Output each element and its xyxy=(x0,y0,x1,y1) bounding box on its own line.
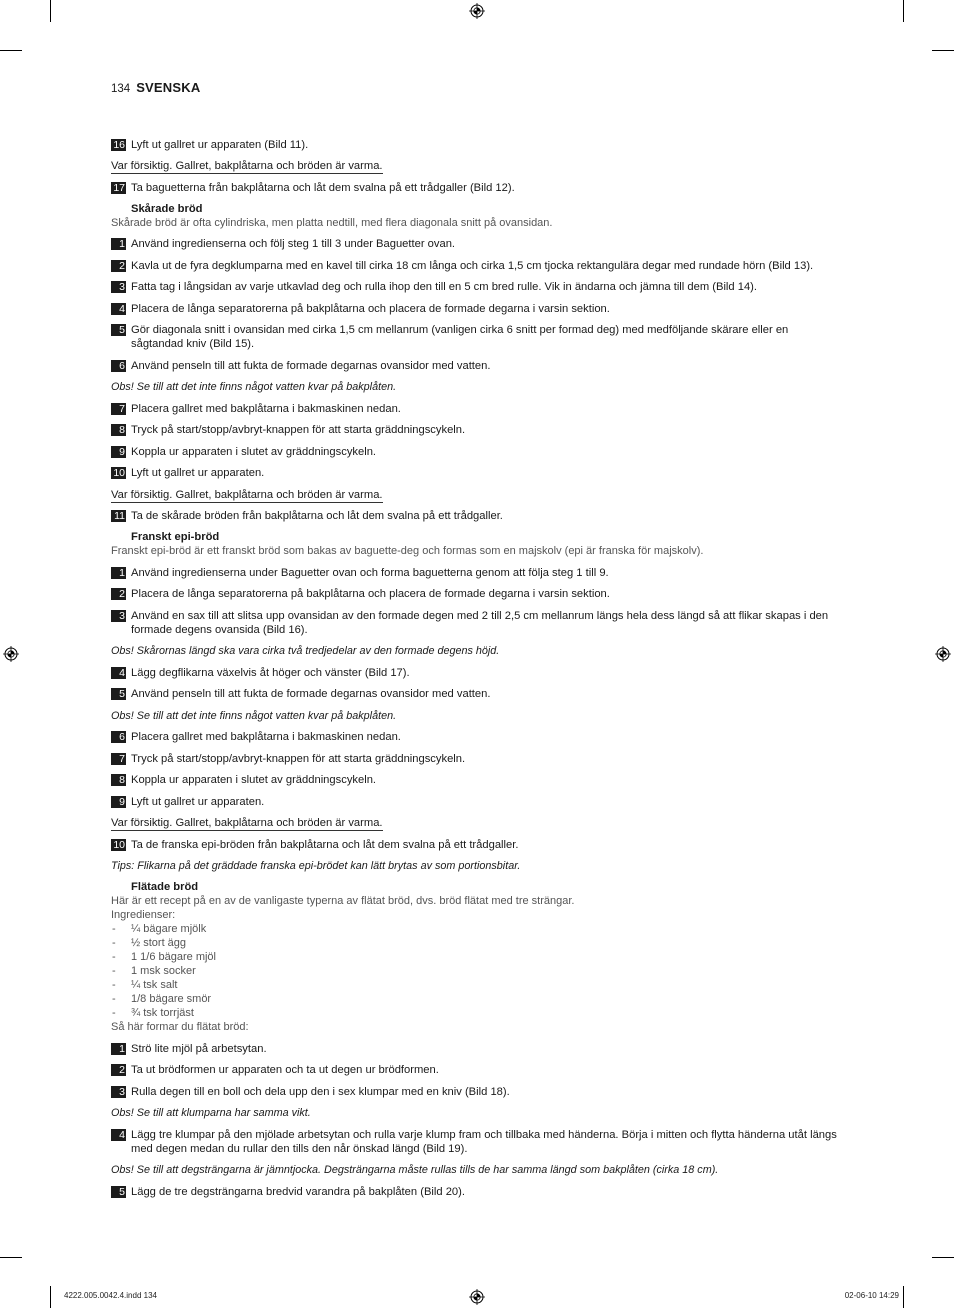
step-number-badge: 4 xyxy=(111,667,126,679)
ingredient-text: 1 1/6 bägare mjöl xyxy=(131,951,216,963)
page-number: 134 xyxy=(111,83,131,95)
step-number-badge: 3 xyxy=(111,610,126,622)
step-number-badge: 7 xyxy=(111,403,126,415)
step-number-badge: 10 xyxy=(111,467,126,479)
step-item xyxy=(111,359,841,373)
section-heading: Skårade bröd xyxy=(131,202,203,215)
step-text: Använd penseln till att fukta de formade degarnas ovansidor med vatten. xyxy=(131,359,491,372)
step-item xyxy=(111,587,841,601)
step-text: Tryck på start/stopp/avbryt-knappen för att starta gräddningscykeln. xyxy=(131,752,466,765)
step-text: Lägg degflikarna växelvis åt höger och vänster (Bild 17). xyxy=(131,666,410,679)
section-description: Franskt epi-bröd är ett franskt bröd som bakas av baguette-deg och formas som en majskolv (epi är franska för majskolv). xyxy=(111,545,704,557)
caution-note xyxy=(111,159,841,173)
step-number-badge: 2 xyxy=(111,260,126,272)
step-number-badge: 5 xyxy=(111,688,126,700)
language-heading: SVENSKA xyxy=(136,80,201,95)
step-item xyxy=(111,323,841,351)
caution-text: Var försiktig. Gallret, bakplåtarna och bröden är varma. xyxy=(111,160,383,172)
footer-date: 02-06-10 14:29 xyxy=(844,1291,899,1300)
step-text: Fatta tag i långsidan av varje utkavlad deg och rulla ihop den till en 5 cm bred rulle. Vik in ändarna och jämna till dem (Bild 14). xyxy=(131,281,758,293)
step-number-badge: 17 xyxy=(111,182,126,194)
list-dash: - xyxy=(112,923,116,935)
step-number-badge: 2 xyxy=(111,1064,126,1076)
ingredient-item xyxy=(111,992,841,1006)
step-item xyxy=(111,259,841,273)
registration-mark-icon xyxy=(935,646,951,662)
step-item xyxy=(111,237,841,251)
step-item xyxy=(111,730,841,744)
caution-text: Var försiktig. Gallret, bakplåtarna och bröden är varma. xyxy=(111,488,383,501)
step-text: Ta de franska epi-bröden från bakplåtarna och låt dem svalna på ett trådgaller. xyxy=(131,838,519,851)
step-number-badge: 16 xyxy=(111,139,126,151)
step-text: Använd ingredienserna under Baguetter ovan och forma baguetterna genom att följa steg 1 till 9. xyxy=(131,566,609,579)
step-text: Placera gallret med bakplåtarna i bakmaskinen nedan. xyxy=(131,731,401,743)
crop-mark xyxy=(903,0,904,22)
ingredient-item xyxy=(111,1006,841,1020)
step-text: Ta ut brödformen ur apparaten och ta ut degen ur brödformen. xyxy=(131,1064,439,1076)
crop-mark xyxy=(50,1286,51,1308)
crop-mark xyxy=(932,50,954,51)
step-text: Tryck på start/stopp/avbryt-knappen för att starta gräddningscykeln. xyxy=(131,424,466,436)
step-item xyxy=(111,752,841,766)
step-number-badge: 5 xyxy=(111,324,126,336)
step-item xyxy=(111,509,841,523)
italic-note: Obs! Skårornas längd ska vara cirka två tredjedelar av den formade degens höjd. xyxy=(111,645,500,657)
step-number-badge: 4 xyxy=(111,1129,126,1141)
ingredient-item xyxy=(111,950,841,964)
italic-note: Obs! Se till att det inte finns något vatten kvar på bakplåten. xyxy=(111,709,397,722)
instructions-body xyxy=(111,130,841,1199)
italic-note: Obs! Se till att klumparna har samma vikt. xyxy=(111,1107,311,1119)
ingredient-text: ¼ tsk salt xyxy=(131,979,178,991)
step-number-badge: 6 xyxy=(111,360,126,372)
step-text: Gör diagonala snitt i ovansidan med cirka 1,5 cm mellanrum (vanligen cirka 6 snitt per formad deg) med medföljande skärare eller en sågtandad kniv (Bild 15). xyxy=(131,324,789,350)
step-number-badge: 1 xyxy=(111,567,126,579)
step-item xyxy=(111,773,841,787)
step-number-badge: 9 xyxy=(111,796,126,808)
step-text: Strö lite mjöl på arbetsytan. xyxy=(131,1042,267,1055)
ingredients-label: Ingredienser: xyxy=(111,909,176,921)
step-item xyxy=(111,402,841,416)
step-text: Använd en sax till att slitsa upp ovansidan av den formade degen med 2 till 2,5 cm mellanrum längs hela dess längd så att flikar skapas i den formade degens ovansida (Bild 16). xyxy=(131,609,829,636)
list-dash: - xyxy=(112,951,116,963)
step-text: Lyft ut gallret ur apparaten (Bild 11). xyxy=(131,138,309,151)
step-item xyxy=(111,445,841,459)
ingredient-text: 1 msk socker xyxy=(131,965,196,977)
step-item xyxy=(111,181,841,195)
caution-text: Var försiktig. Gallret, bakplåtarna och bröden är varma. xyxy=(111,817,383,829)
step-number-badge: 1 xyxy=(111,1043,126,1055)
step-item xyxy=(111,466,841,480)
step-number-badge: 8 xyxy=(111,424,126,436)
step-item xyxy=(111,1063,841,1077)
step-text: Rulla degen till en boll och dela upp den i sex klumpar med en kniv (Bild 18). xyxy=(131,1085,510,1098)
step-text: Lyft ut gallret ur apparaten. xyxy=(131,795,265,808)
step-number-badge: 8 xyxy=(111,774,126,786)
caution-note xyxy=(111,488,841,502)
registration-mark-icon xyxy=(3,646,19,662)
page-header xyxy=(111,80,200,95)
italic-note: Tips: Flikarna på det gräddade franska epi-brödet kan lätt brytas av som portionsbitar. xyxy=(111,860,521,872)
step-text: Kavla ut de fyra degklumparna med en kavel till cirka 18 cm långa och cirka 1,5 cm tjocka rektangulära degar med rundade hörn (Bild 13). xyxy=(131,259,814,272)
ingredient-text: ½ stort ägg xyxy=(131,937,187,949)
list-dash: - xyxy=(112,965,116,977)
step-text: Lägg de tre degsträngarna bredvid varandra på bakplåten (Bild 20). xyxy=(131,1185,465,1198)
step-text: Lägg tre klumpar på den mjölade arbetsytan och rulla varje klump fram och tillbaka med händerna. Börja i mitten och flytta händerna utåt längs med degen medan du rullar den tills den når önskad längd (Bild 19). xyxy=(131,1128,837,1155)
ingredient-item xyxy=(111,936,841,950)
step-number-badge: 4 xyxy=(111,303,126,315)
step-text: Placera de långa separatorerna på bakplåtarna och placera de formade degarna i varsin sektion. xyxy=(131,302,610,315)
step-text: Ta baguetterna från bakplåtarna och låt dem svalna på ett trådgaller (Bild 12). xyxy=(131,181,515,194)
step-item xyxy=(111,280,841,294)
step-text: Lyft ut gallret ur apparaten. xyxy=(131,467,265,479)
step-item xyxy=(111,1185,841,1199)
step-text: Koppla ur apparaten i slutet av gräddningscykeln. xyxy=(131,445,377,458)
step-item xyxy=(111,302,841,316)
crop-mark xyxy=(0,1257,22,1258)
step-item xyxy=(111,566,841,580)
crop-mark xyxy=(50,0,51,22)
list-dash: - xyxy=(112,979,116,991)
step-number-badge: 10 xyxy=(111,839,126,851)
section-description: Här är ett recept på en av de vanligaste typerna av flätat bröd, dvs. bröd flätat med tre strängar. xyxy=(111,895,575,907)
step-item xyxy=(111,687,841,701)
step-item xyxy=(111,1085,841,1099)
list-dash: - xyxy=(112,937,116,949)
caution-note xyxy=(111,816,841,830)
section-description: Skårade bröd är ofta cylindriska, men platta nedtill, med flera diagonala snitt på ovansidan. xyxy=(111,216,553,229)
step-item xyxy=(111,795,841,809)
crop-mark xyxy=(0,50,22,51)
list-dash: - xyxy=(112,1007,116,1019)
step-number-badge: 3 xyxy=(111,281,126,293)
ingredient-text: ¾ tsk torrjäst xyxy=(131,1007,194,1019)
ingredient-text: 1/8 bägare smör xyxy=(131,993,212,1005)
step-number-badge: 5 xyxy=(111,1186,126,1198)
step-number-badge: 3 xyxy=(111,1086,126,1098)
step-item xyxy=(111,838,841,852)
step-item xyxy=(111,138,841,152)
italic-note: Obs! Se till att det inte finns något vatten kvar på bakplåten. xyxy=(111,381,397,393)
step-number-badge: 7 xyxy=(111,753,126,765)
ingredients-label: Så här formar du flätat bröd: xyxy=(111,1021,249,1033)
step-item xyxy=(111,423,841,437)
italic-note: Obs! Se till att degsträngarna är jämntjocka. Degsträngarna måste rullas tills de har samma längd som bakplåten (cirka 18 cm). xyxy=(111,1164,719,1176)
step-item xyxy=(111,1128,841,1156)
step-text: Placera gallret med bakplåtarna i bakmaskinen nedan. xyxy=(131,402,401,415)
step-number-badge: 9 xyxy=(111,446,126,458)
section-heading: Flätade bröd xyxy=(131,881,199,893)
footer-file: 4222.005.0042.4.indd 134 xyxy=(64,1291,157,1300)
step-item xyxy=(111,609,841,637)
step-text: Placera de långa separatorerna på bakplåtarna och placera de formade degarna i varsin sektion. xyxy=(131,588,610,600)
step-number-badge: 1 xyxy=(111,238,126,250)
step-number-badge: 11 xyxy=(111,510,126,522)
step-text: Använd penseln till att fukta de formade degarnas ovansidor med vatten. xyxy=(131,688,491,700)
step-item xyxy=(111,666,841,680)
step-text: Koppla ur apparaten i slutet av gräddningscykeln. xyxy=(131,774,377,786)
step-item xyxy=(111,1042,841,1056)
ingredient-item xyxy=(111,922,841,936)
step-number-badge: 2 xyxy=(111,588,126,600)
crop-mark xyxy=(903,1286,904,1308)
ingredient-item xyxy=(111,978,841,992)
ingredient-text: ¼ bägare mjölk xyxy=(131,923,207,935)
list-dash: - xyxy=(112,993,116,1005)
step-number-badge: 6 xyxy=(111,731,126,743)
step-text: Använd ingredienserna och följ steg 1 till 3 under Baguetter ovan. xyxy=(131,238,456,250)
crop-mark xyxy=(932,1257,954,1258)
ingredient-item xyxy=(111,964,841,978)
section-heading: Franskt epi-bröd xyxy=(131,531,220,543)
registration-mark-icon xyxy=(469,1289,485,1305)
step-text: Ta de skårade bröden från bakplåtarna och låt dem svalna på ett trådgaller. xyxy=(131,510,503,522)
registration-mark-icon xyxy=(469,3,485,19)
